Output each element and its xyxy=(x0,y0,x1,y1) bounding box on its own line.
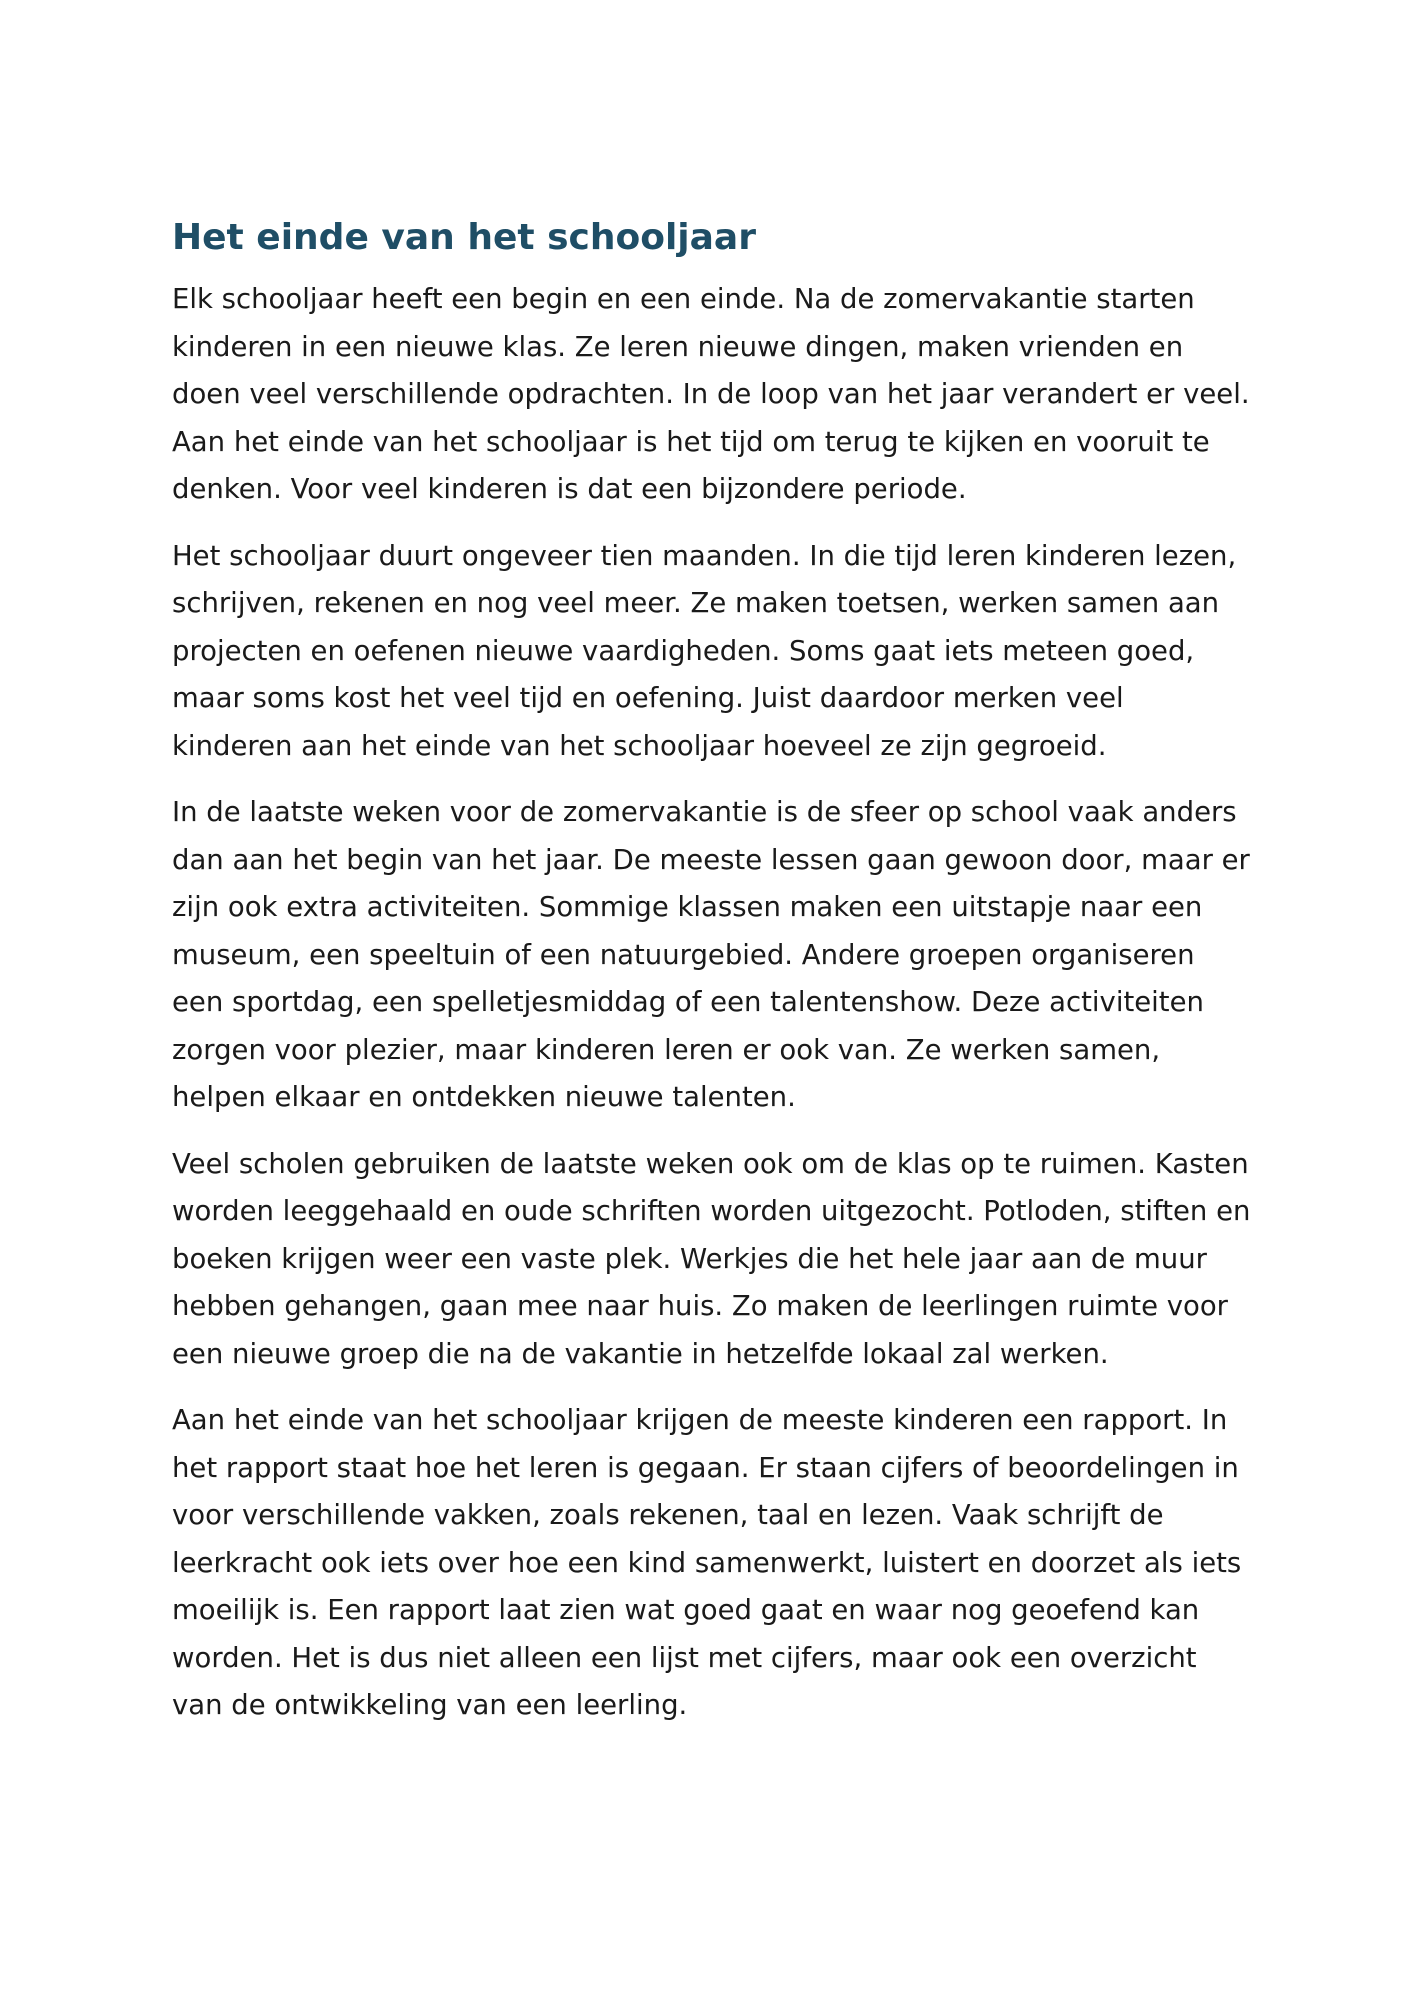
paragraph-1: Elk schooljaar heeft een begin en een einde. Na de zomervakantie starten kinderen in een nieuwe klas. Ze leren nieuwe dingen, maken vrienden en doen veel verschillende opdrachten. In de loop van het jaar verandert er veel. Aan het einde van het schooljaar is het tijd om terug te kijken en vooruit te denken. Voor veel kinderen is dat een bijzondere periode. xyxy=(172,283,1250,505)
page-title: Het einde van het schooljaar xyxy=(172,217,756,258)
paragraph-3: In de laatste weken voor de zomervakantie is de sfeer op school vaak anders dan aan het begin van het jaar. De meeste lessen gaan gewoon door, maar er zijn ook extra activiteiten. Sommige klassen maken een uitstapje naar een museum, een speeltuin of een natuurgebied. Andere groepen organiseren een sportdag, een spelletjesmiddag of een talentenshow. Deze activiteiten zorgen voor plezier, maar kinderen leren er ook van. Ze werken samen, helpen elkaar en ontdekken nieuwe talenten. xyxy=(172,796,1250,1113)
document-body xyxy=(172,214,1252,1730)
paragraph-5: Aan het einde van het schooljaar krijgen de meeste kinderen een rapport. In het rapport staat hoe het leren is gegaan. Er staan cijfers of beoordelingen in voor verschillende vakken, zoals rekenen, taal en lezen. Vaak schrijft de leerkracht ook iets over hoe een kind samenwerkt, luistert en doorzet als iets moeilijk is. Een rapport laat zien wat goed gaat en waar nog geoefend kan worden. Het is dus niet alleen een lijst met cijfers, maar ook een overzicht van de ontwikkeling van een leerling. xyxy=(172,1404,1242,1721)
paragraph-2: Het schooljaar duurt ongeveer tien maanden. In die tijd leren kinderen lezen, schrijven, rekenen en nog veel meer. Ze maken toetsen, werken samen aan projecten en oefenen nieuwe vaardigheden. Soms gaat iets meteen goed, maar soms kost het veel tijd en oefening. Juist daardoor merken veel kinderen aan het einde van het schooljaar hoeveel ze zijn gegroeid. xyxy=(172,539,1237,762)
paragraph-4: Veel scholen gebruiken de laatste weken ook om de klas op te ruimen. Kasten worden leeggehaald en oude schriften worden uitgezocht. Potloden, stiften en boeken krijgen weer een vaste plek. Werkjes die het hele jaar aan de muur hebben gehangen, gaan mee naar huis. Zo maken de leerlingen ruimte voor een nieuwe groep die na de vakantie in hetzelfde lokaal zal werken. xyxy=(172,1147,1251,1370)
